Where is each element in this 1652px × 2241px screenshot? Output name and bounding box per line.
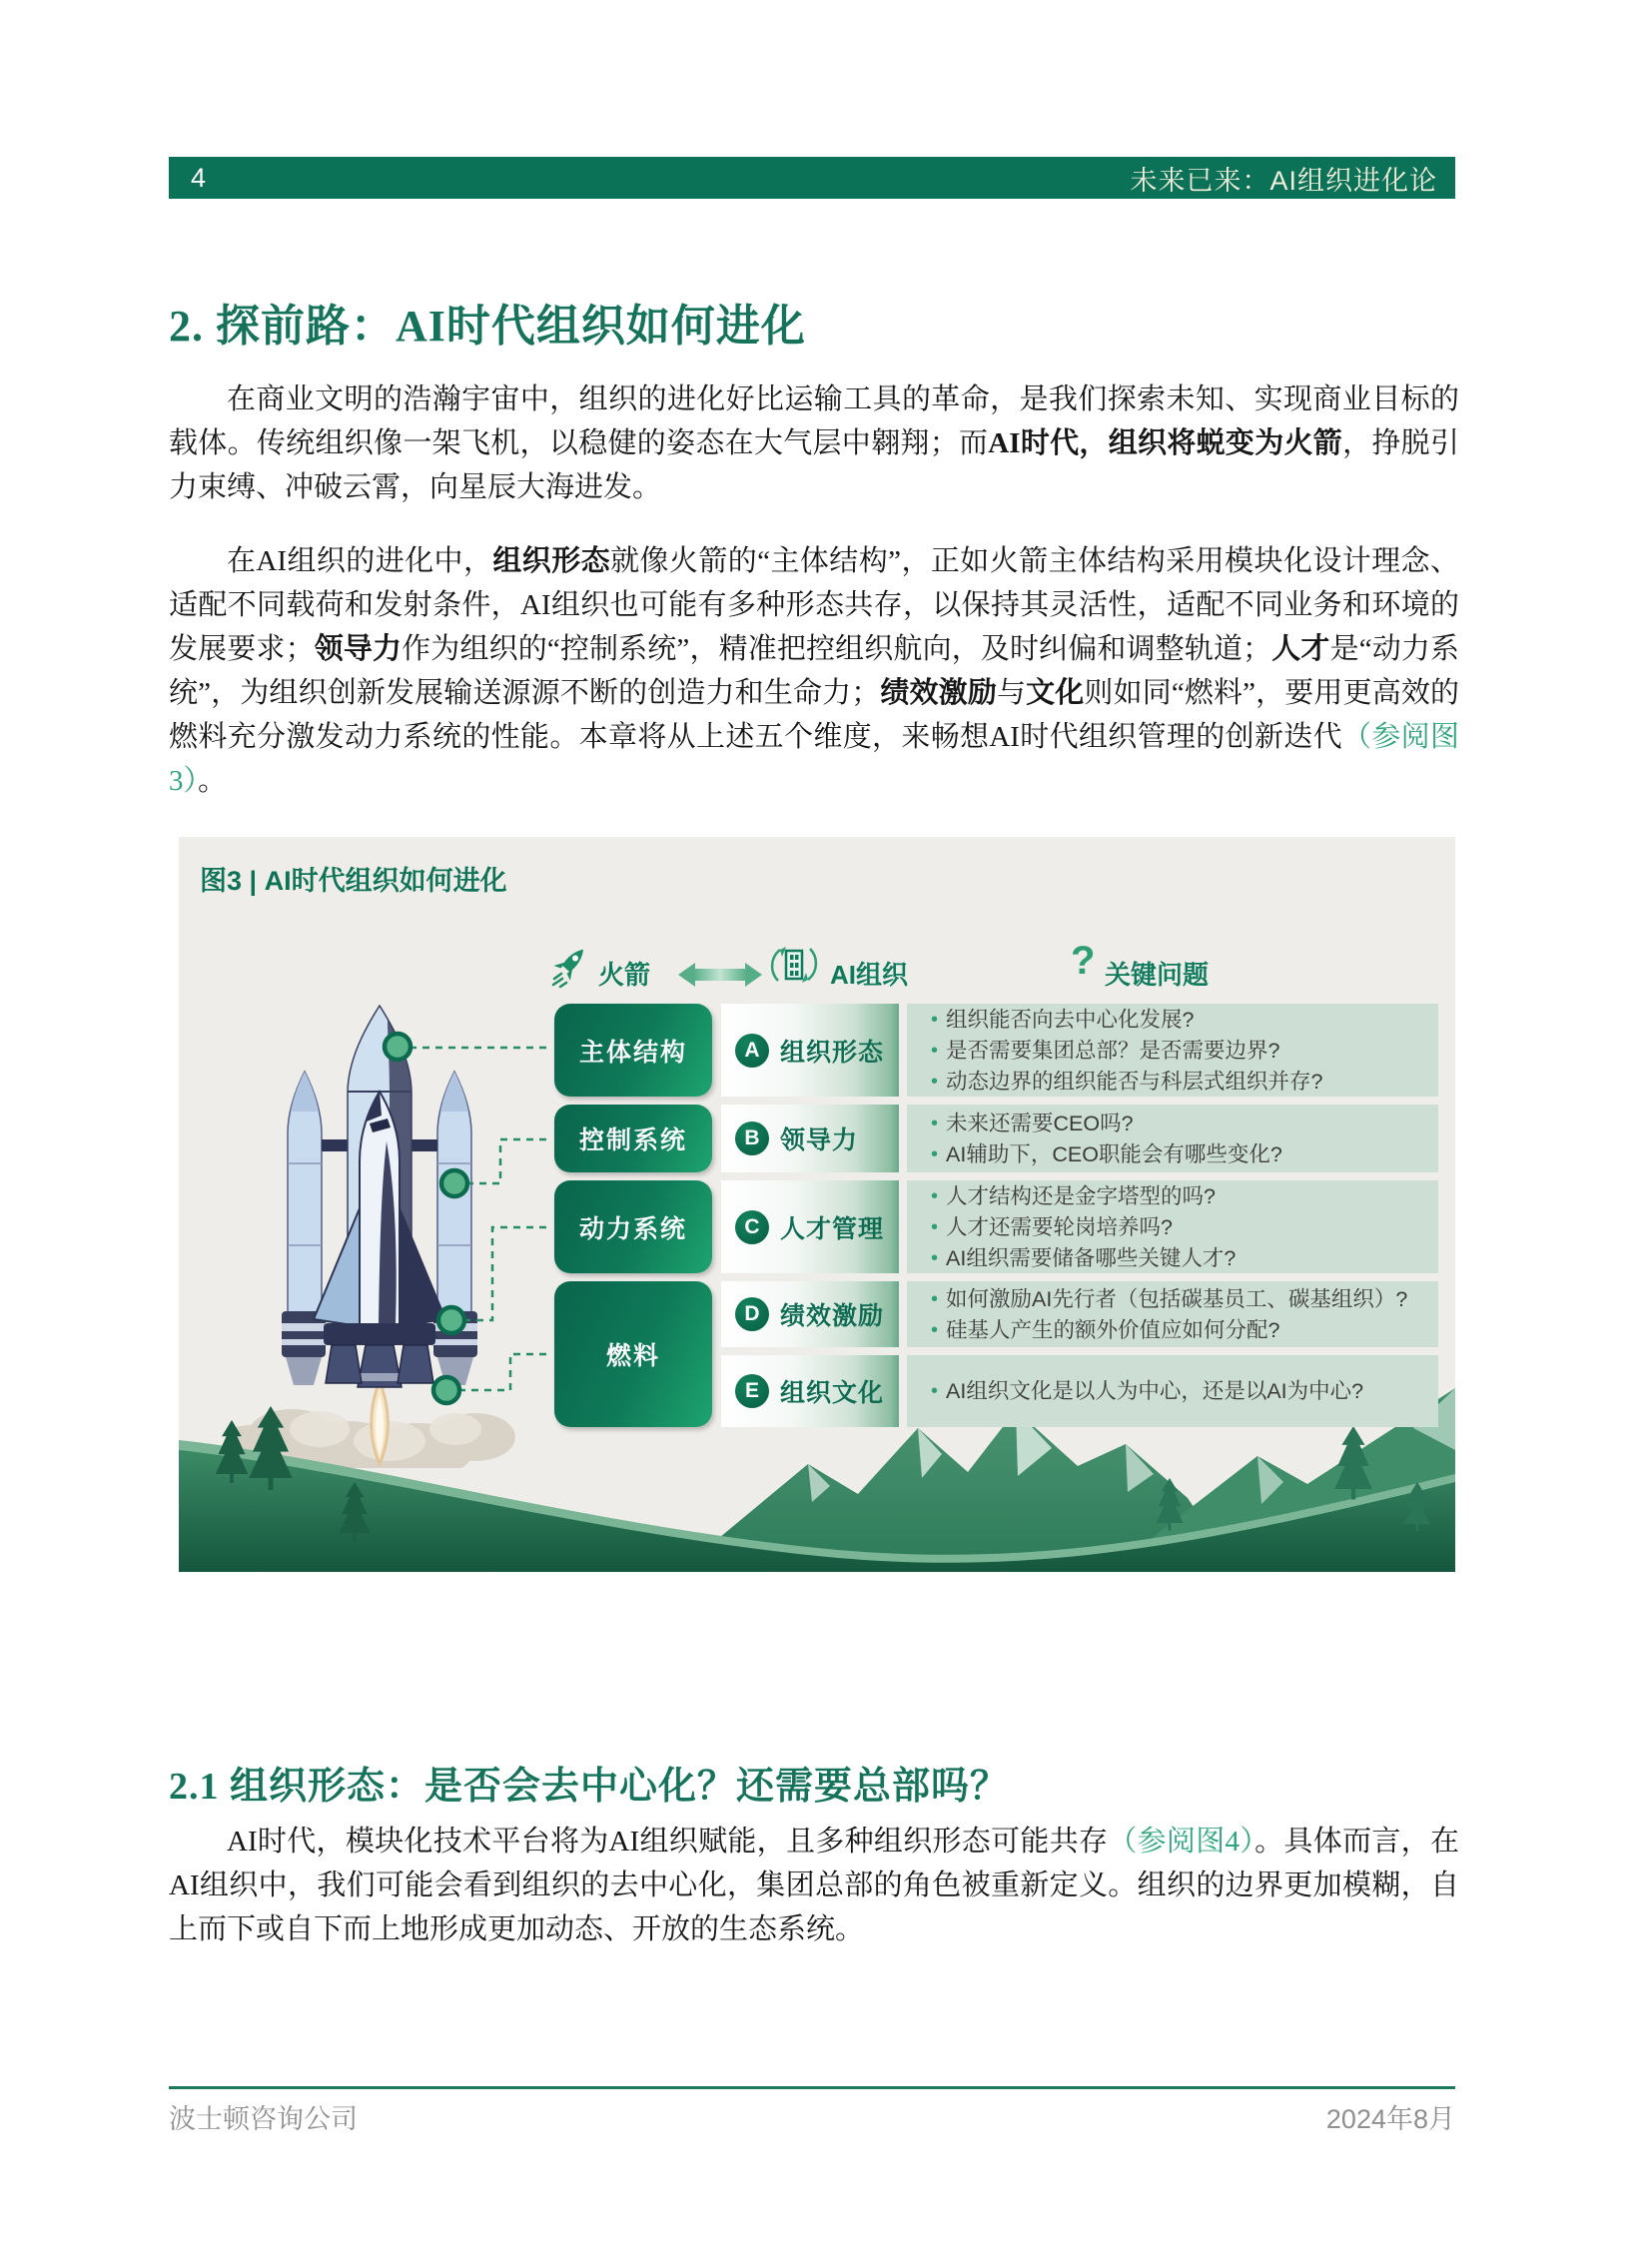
question-item: • 人才还需要轮岗培养吗?	[931, 1214, 1173, 1239]
badge-B: B	[735, 1121, 769, 1155]
page-number: 4	[191, 162, 207, 193]
section-2-title: 2. 探前路：AI时代组织如何进化	[169, 302, 806, 351]
question-item: • 未来还需要CEO吗?	[931, 1111, 1134, 1135]
section-2-1-title: 2.1 组织形态：是否会去中心化？还需要总部吗？	[169, 1766, 1010, 1808]
badge-D: D	[735, 1297, 769, 1331]
question-mark-icon: ?	[1071, 939, 1096, 983]
system-button-control-system: 控制系统	[554, 1105, 712, 1172]
system-button-power-system: 动力系统	[554, 1180, 712, 1273]
questions-cell-org-form	[907, 1004, 1438, 1097]
bullet-icon: •	[931, 1287, 939, 1310]
legend-ai-org-label: AI组织	[830, 960, 909, 990]
questions-cell-leadership	[907, 1105, 1438, 1172]
footer-divider	[169, 2086, 1455, 2089]
bullet-icon: •	[931, 1142, 939, 1165]
question-item: • AI辅助下，CEO职能会有哪些变化?	[931, 1141, 1282, 1166]
dimension-cell-talent: C 人才管理	[721, 1180, 899, 1273]
p1-text-end: ，挣脱引力束缚、冲破云霄，向星辰大海进发。	[169, 427, 1459, 503]
dimension-cell-culture: E 组织文化	[721, 1355, 899, 1427]
question-item: • AI组织文化是以人为中心，还是以AI为中心?	[931, 1379, 1364, 1403]
questions-cell-talent	[907, 1180, 1438, 1273]
figure-3-caption: 图3 | AI时代组织如何进化	[200, 866, 507, 896]
bullet-icon: •	[931, 1112, 939, 1134]
double-arrow-icon	[678, 961, 762, 989]
question-item: • 组织能否向去中心化发展?	[931, 1007, 1195, 1032]
building-cycle-icon	[766, 937, 822, 993]
rocket-icon	[550, 943, 592, 989]
question-item: • 硅基人产生的额外价值应如何分配?	[931, 1317, 1280, 1342]
bullet-icon: •	[931, 1246, 939, 1269]
questions-cell-culture	[907, 1355, 1438, 1427]
dimension-cell-leadership: B 领导力	[721, 1105, 899, 1172]
figure-4-reference-link[interactable]: （参阅图4）	[1108, 1826, 1255, 1858]
badge-C: C	[735, 1210, 769, 1244]
paragraph-1	[169, 377, 1459, 509]
bullet-icon: •	[931, 1380, 939, 1402]
footer-date: 2024年8月	[1325, 2104, 1455, 2134]
question-item: • 如何激励AI先行者（包括碳基员工、碳基组织）?	[931, 1286, 1408, 1311]
figure-3	[179, 837, 1455, 1572]
p1-text: 在商业文明的浩瀚宇宙中，组织的进化好比运输工具的革命，是我们探索未知、实现商业目标的载体。传统组织像一架飞机，以稳健的姿态在大气层中翱翔；而	[169, 383, 1459, 459]
badge-E: E	[735, 1374, 769, 1408]
legend-rocket-label: 火箭	[598, 960, 651, 990]
paragraph-3: AI时代，模块化技术平台将为AI组织赋能，且多种组织形态可能共存（参阅图4）。具体而言，在AI组织中，我们可能会看到组织的去中心化，集团总部的角色被重新定义。组织的边界更加模糊，自上而下或自下而上地形成更加动态、开放的生态系统。	[169, 1826, 1459, 1945]
orbiter	[314, 1092, 445, 1387]
system-button-fuel: 燃料	[554, 1281, 712, 1427]
dimension-cell-performance: D 绩效激励	[721, 1281, 899, 1347]
page-footer	[169, 2097, 1455, 2136]
system-button-body-structure: 主体结构	[554, 1004, 712, 1097]
question-item: • 动态边界的组织能否与科层式组织并存?	[931, 1069, 1323, 1094]
paragraph-2: 在AI组织的进化中，组织形态就像火箭的“主体结构”，正如火箭主体结构采用模块化设计理念、适配不同载荷和发射条件，AI组织也可能有多种形态共存，以保持其灵活性，适配不同业务和环境的发展要求；领导力作为组织的“控制系统”，精准把控组织航向，及时纠偏和调整轨道；人才是“动力系统”，为组织创新发展输送源源不断的创造力和生命力；绩效激励与文化则如同“燃料”，要用更高效的燃料充分激发动力系统的性能。本章将从上述五个维度，来畅想AI时代组织管理的创新迭代（参阅图3）。	[169, 545, 1459, 797]
questions-cell-performance	[907, 1281, 1438, 1347]
report-header-title: 未来已来：AI组织进化论	[1130, 165, 1437, 196]
bullet-icon: •	[931, 1184, 939, 1207]
question-item: • 是否需要集团总部？是否需要边界?	[931, 1038, 1280, 1063]
question-item: • AI组织需要储备哪些关键人才?	[931, 1245, 1237, 1270]
page-header-bar	[169, 157, 1455, 199]
bullet-icon: •	[931, 1318, 939, 1341]
badge-A: A	[735, 1034, 769, 1068]
bullet-icon: •	[931, 1215, 939, 1238]
bullet-icon: •	[931, 1039, 939, 1062]
figure-3-reference-link[interactable]: （参阅图3）	[169, 721, 1459, 797]
question-item: • 人才结构还是金字塔型的吗?	[931, 1183, 1216, 1208]
bullet-icon: •	[931, 1008, 939, 1031]
footer-company: 波士顿咨询公司	[169, 2104, 358, 2134]
p1-bold: AI时代，组织将蜕变为火箭	[988, 427, 1343, 459]
dimension-cell-org-form: A 组织形态	[721, 1004, 899, 1097]
legend-key-questions-label: 关键问题	[1105, 960, 1210, 990]
bullet-icon: •	[931, 1070, 939, 1093]
